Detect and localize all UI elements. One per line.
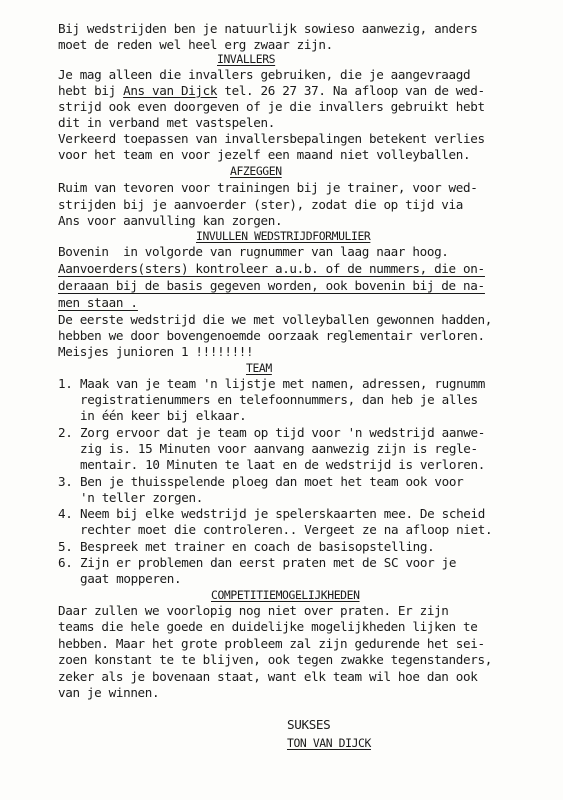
closing-signature: TON VAN DIJCK <box>287 736 371 750</box>
closing-sukses: SUKSES <box>287 717 331 732</box>
formulier-line-6: hebben we door bovengenoemde oorzaak reglementair verloren. <box>58 328 485 343</box>
invallers-line-5: Verkeerd toepassen van invallersbepalingen betekent verlies <box>58 131 485 146</box>
intro-line-1: Bij wedstrijden ben je natuurlijk sowieso aanwezig, anders <box>58 21 478 36</box>
formulier-line-5: De eerste wedstrijd die we met volleyballen gewonnen hadden, <box>58 312 492 327</box>
heading-afzeggen: AFZEGGEN <box>230 164 282 178</box>
team-item-2-line-1: Zorg ervoor dat je team op tijd voor 'n wedstrijd aanwe- <box>80 425 485 440</box>
invallers-line-2a: hebt bij <box>58 83 124 98</box>
team-item-4-line-2: rechter moet die controleren.. Vergeet ze na afloop niet. <box>80 522 493 537</box>
formulier-line-2: Aanvoerders(sters) kontroleer a.u.b. of de nummers, die on- <box>58 261 485 276</box>
competitie-line-4: zoen konstant te te blijven, ook tegen zwakke tegenstanders, <box>58 652 492 667</box>
competitie-line-1: Daar zullen we voorlopig nog niet over praten. Er zijn <box>58 603 449 618</box>
team-item-1-line-1: Maak van je team 'n lijstje met namen, adressen, rugnumm <box>80 376 485 391</box>
formulier-line-3: deraaan bij de basis gegeven worden, ook bovenin bij de na- <box>58 278 485 293</box>
team-item-3-line-1: Ben je thuisspelende ploeg dan moet het team ook voor <box>80 474 464 489</box>
heading-team: TEAM <box>246 361 272 375</box>
afzeggen-line-1: Ruim van tevoren voor trainingen bij je trainer, voor wed- <box>58 180 478 195</box>
invallers-line-3: strijd ook even doorgeven of je die invallers gebruikt hebt <box>58 99 485 114</box>
heading-wedstrijdformulier: INVULLEN WEDSTRIJDFORMULIER <box>196 229 371 243</box>
team-item-1-line-3: in één keer bij elkaar. <box>80 408 247 423</box>
competitie-line-6: van je winnen. <box>58 685 160 700</box>
team-item-2-line-3: mentair. 10 Minuten te laat en de wedstrijd is verloren. <box>80 457 485 472</box>
team-item-6-line-1: Zijn er problemen dan eerst praten met de SC voor je <box>80 555 457 570</box>
invallers-line-1: Je mag alleen die invallers gebruiken, die je aangevraagd <box>58 67 471 82</box>
team-item-2-number: 2. <box>58 425 73 440</box>
team-item-6-number: 6. <box>58 555 73 570</box>
invallers-line-4: dit in verband met vastspelen. <box>58 115 275 130</box>
team-item-3-number: 3. <box>58 474 73 489</box>
team-item-1-line-2: registratienummers en telefoonnummers, dan heb je alles <box>80 392 478 407</box>
formulier-line-1: Bovenin in volgorde van rugnummer van laag naar hoog. <box>58 244 449 259</box>
competitie-line-3: hebben. Maar het grote probleem zal zijn gedurende het sei- <box>58 636 485 651</box>
intro-line-2: moet de reden wel heel erg zwaar zijn. <box>58 37 333 52</box>
team-item-4-line-1: Neem bij elke wedstrijd je spelerskaarten mee. De scheid <box>80 506 485 521</box>
contact-name: Ans van Dijck <box>123 83 218 98</box>
heading-competitiemogelijkheden: COMPETITIEMOGELIJKHEDEN <box>211 588 360 602</box>
team-item-2-line-2: zig is. 15 Minuten voor aanvang aanwezig zijn is regle- <box>80 441 478 456</box>
team-item-1-number: 1. <box>58 376 73 391</box>
formulier-line-7: Meisjes junioren 1 !!!!!!!! <box>58 344 254 359</box>
afzeggen-line-3: Ans voor aanvulling kan zorgen. <box>58 213 283 228</box>
team-item-3-line-2: 'n teller zorgen. <box>80 490 203 505</box>
invallers-line-2b: tel. 26 27 37. Na afloop van de wed- <box>217 83 485 98</box>
invallers-line-6: voor het team en voor jezelf een maand niet volleyballen. <box>58 147 471 162</box>
team-item-5-number: 5. <box>58 539 73 554</box>
competitie-line-2: teams die hele goede en duidelijke mogelijkheden lijken te <box>58 619 478 634</box>
team-item-6-line-2: gaat mopperen. <box>80 571 182 586</box>
team-item-4-number: 4. <box>58 506 73 521</box>
heading-invallers: INVALLERS <box>217 52 276 66</box>
afzeggen-line-2: strijden bij je aanvoerder (ster), zodat die op tijd via <box>58 197 463 212</box>
team-item-5-line-1: Bespreek met trainer en coach de basisopstelling. <box>80 539 435 554</box>
formulier-line-4: men staan . <box>58 295 138 310</box>
invallers-line-2 <box>58 84 485 98</box>
competitie-line-5: zeker als je bovenaan staat, want elk team wil hoe dan ook <box>58 669 478 684</box>
